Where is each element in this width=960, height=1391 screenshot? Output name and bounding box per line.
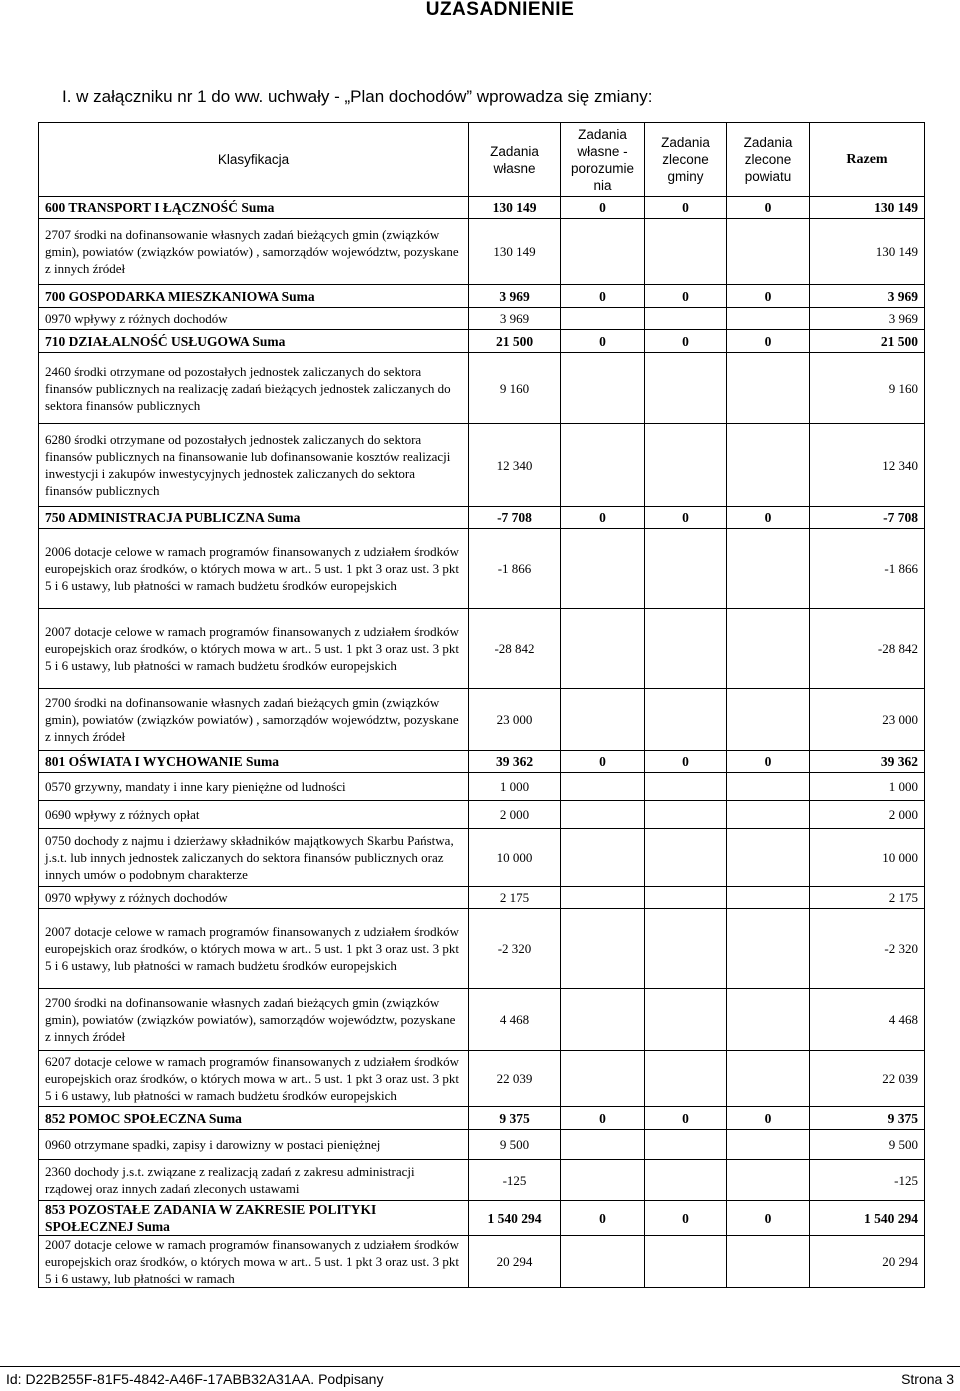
cell-razem: 10 000	[810, 829, 925, 887]
row-description: 750 ADMINISTRACJA PUBLICZNA Suma	[39, 507, 469, 529]
cell-zadania-wlasne: 1 540 294	[469, 1201, 561, 1236]
cell-zlecone-gminy	[645, 1051, 727, 1107]
section-sum-row	[39, 507, 925, 529]
cell-zlecone-gminy	[645, 308, 727, 330]
cell-porozumienia	[561, 424, 645, 507]
cell-zlecone-gminy	[645, 1160, 727, 1201]
section-sum-row	[39, 285, 925, 308]
row-description: 2007 dotacje celowe w ramach programów finansowanych z udziałem środków europejskich oraz środków, o których mowa w art.. 5 ust. 1 pkt 3 oraz ust. 3 pkt 5 i 6 ustawy, lub płatności w ramach	[39, 1236, 469, 1288]
table-row	[39, 1160, 925, 1201]
cell-zadania-wlasne: 1 000	[469, 773, 561, 801]
cell-zlecone-powiatu	[727, 1160, 810, 1201]
cell-porozumienia	[561, 801, 645, 829]
cell-porozumienia: 0	[561, 1107, 645, 1130]
header-wlasne: Zadania własne	[469, 123, 561, 197]
row-description: 710 DZIAŁALNOŚĆ USŁUGOWA Suma	[39, 330, 469, 353]
cell-zadania-wlasne: 20 294	[469, 1236, 561, 1288]
header-zlecone-gminy: Zadania zlecone gminy	[645, 123, 727, 197]
cell-razem: 12 340	[810, 424, 925, 507]
cell-porozumienia	[561, 529, 645, 609]
cell-zadania-wlasne: 2 175	[469, 887, 561, 909]
cell-zlecone-powiatu: 0	[727, 330, 810, 353]
section-sum-row	[39, 1107, 925, 1130]
cell-razem: -125	[810, 1160, 925, 1201]
cell-razem: 1 540 294	[810, 1201, 925, 1236]
cell-zlecone-gminy: 0	[645, 1201, 727, 1236]
cell-zadania-wlasne: 130 149	[469, 219, 561, 285]
cell-zlecone-powiatu	[727, 909, 810, 989]
cell-zlecone-powiatu	[727, 219, 810, 285]
cell-porozumienia: 0	[561, 751, 645, 773]
cell-razem: 3 969	[810, 308, 925, 330]
cell-zlecone-powiatu	[727, 1051, 810, 1107]
cell-zlecone-powiatu	[727, 308, 810, 330]
cell-porozumienia: 0	[561, 507, 645, 529]
cell-zadania-wlasne: 21 500	[469, 330, 561, 353]
cell-zlecone-powiatu: 0	[727, 1107, 810, 1130]
cell-zlecone-gminy	[645, 829, 727, 887]
table-row	[39, 829, 925, 887]
cell-zlecone-gminy	[645, 689, 727, 751]
cell-zadania-wlasne: 130 149	[469, 197, 561, 219]
row-description: 2007 dotacje celowe w ramach programów finansowanych z udziałem środków europejskich oraz środków, o których mowa w art.. 5 ust. 1 pkt 3 oraz ust. 3 pkt 5 i 6 ustawy, lub płatności w ramach budżetu środków europejskich	[39, 609, 469, 689]
cell-zadania-wlasne: 22 039	[469, 1051, 561, 1107]
cell-zlecone-powiatu	[727, 829, 810, 887]
table-body	[39, 197, 925, 1288]
cell-zadania-wlasne: 39 362	[469, 751, 561, 773]
cell-razem: 2 175	[810, 887, 925, 909]
table-row	[39, 529, 925, 609]
row-description: 2360 dochody j.s.t. związane z realizacją zadań z zakresu administracji rządowej oraz innych zadań zleconych ustawami	[39, 1160, 469, 1201]
row-description: 2707 środki na dofinansowanie własnych zadań bieżących gmin (związków gmin), powiatów (związków powiatów) , samorządów województw, pozyskane z innych źródeł	[39, 219, 469, 285]
cell-porozumienia	[561, 1236, 645, 1288]
table-row	[39, 689, 925, 751]
cell-razem: 1 000	[810, 773, 925, 801]
table-row	[39, 308, 925, 330]
cell-zlecone-powiatu	[727, 1130, 810, 1160]
header-zlecone-powiatu: Zadania zlecone powiatu	[727, 123, 810, 197]
row-description: 0570 grzywny, mandaty i inne kary pieniężne od ludności	[39, 773, 469, 801]
table-row	[39, 989, 925, 1051]
page-footer	[0, 1366, 960, 1391]
document-title: UZASADNIENIE	[425, 0, 575, 20]
cell-razem: -2 320	[810, 909, 925, 989]
row-description: 2007 dotacje celowe w ramach programów finansowanych z udziałem środków europejskich oraz środków, o których mowa w art.. 5 ust. 1 pkt 3 oraz ust. 3 pkt 5 i 6 ustawy, lub płatności w ramach budżetu środków europejskich	[39, 909, 469, 989]
cell-razem: 2 000	[810, 801, 925, 829]
cell-porozumienia	[561, 989, 645, 1051]
row-description: 0750 dochody z najmu i dzierżawy składników majątkowych Skarbu Państwa, j.s.t. lub innych jednostek zaliczanych do sektora finansów publicznych oraz innych umów o podobnym charakterze	[39, 829, 469, 887]
cell-porozumienia: 0	[561, 285, 645, 308]
cell-zlecone-gminy: 0	[645, 507, 727, 529]
table-row	[39, 353, 925, 424]
cell-zlecone-powiatu	[727, 609, 810, 689]
cell-porozumienia: 0	[561, 197, 645, 219]
cell-zlecone-gminy: 0	[645, 751, 727, 773]
section-sum-row	[39, 197, 925, 219]
row-description: 853 POZOSTAŁE ZADANIA W ZAKRESIE POLITYKI SPOŁECZNEJ Suma	[39, 1201, 469, 1236]
table-row	[39, 801, 925, 829]
cell-zadania-wlasne: 9 160	[469, 353, 561, 424]
section-sum-row	[39, 1201, 925, 1236]
cell-zlecone-gminy	[645, 887, 727, 909]
cell-zlecone-gminy: 0	[645, 1107, 727, 1130]
row-description: 2460 środki otrzymane od pozostałych jednostek zaliczanych do sektora finansów publicznych na realizację zadań bieżących jednostek zaliczanych do sektora finansów publicznych	[39, 353, 469, 424]
cell-porozumienia	[561, 308, 645, 330]
cell-zlecone-powiatu	[727, 801, 810, 829]
cell-porozumienia	[561, 887, 645, 909]
cell-razem: 9 375	[810, 1107, 925, 1130]
table-row	[39, 1130, 925, 1160]
cell-zlecone-gminy	[645, 424, 727, 507]
cell-zlecone-powiatu	[727, 989, 810, 1051]
cell-porozumienia	[561, 353, 645, 424]
cell-porozumienia	[561, 909, 645, 989]
cell-zadania-wlasne: -7 708	[469, 507, 561, 529]
row-description: 2700 środki na dofinansowanie własnych zadań bieżących gmin (związków gmin), powiatów (związków powiatów) , samorządów województw, pozyskane z innych źródeł	[39, 689, 469, 751]
document-id: Id: D22B255F-81F5-4842-A46F-17ABB32A31AA. Podpisany	[6, 1371, 384, 1387]
cell-razem: 3 969	[810, 285, 925, 308]
cell-zlecone-gminy: 0	[645, 330, 727, 353]
cell-razem: 9 160	[810, 353, 925, 424]
row-description: 2006 dotacje celowe w ramach programów finansowanych z udziałem środków europejskich oraz środków, o których mowa w art.. 5 ust. 1 pkt 3 oraz ust. 3 pkt 5 i 6 ustawy, lub płatności w ramach budżetu środków europejskich	[39, 529, 469, 609]
cell-zlecone-gminy: 0	[645, 197, 727, 219]
cell-razem: -28 842	[810, 609, 925, 689]
cell-zadania-wlasne: 9 375	[469, 1107, 561, 1130]
intro-text: I. w załączniku nr 1 do ww. uchwały - „Plan dochodów” wprowadza się zmiany:	[62, 87, 653, 106]
cell-razem: 9 500	[810, 1130, 925, 1160]
table-row	[39, 909, 925, 989]
cell-razem: -1 866	[810, 529, 925, 609]
cell-razem: 21 500	[810, 330, 925, 353]
cell-zadania-wlasne: -125	[469, 1160, 561, 1201]
cell-zlecone-powiatu	[727, 773, 810, 801]
cell-razem: 4 468	[810, 989, 925, 1051]
cell-porozumienia	[561, 1051, 645, 1107]
cell-zlecone-gminy	[645, 1130, 727, 1160]
cell-zlecone-powiatu	[727, 424, 810, 507]
cell-zadania-wlasne: 23 000	[469, 689, 561, 751]
cell-zlecone-gminy	[645, 1236, 727, 1288]
page-number: Strona 3	[901, 1371, 954, 1387]
table-row	[39, 424, 925, 507]
row-description: 0970 wpływy z różnych dochodów	[39, 887, 469, 909]
row-description: 852 POMOC SPOŁECZNA Suma	[39, 1107, 469, 1130]
cell-zadania-wlasne: -2 320	[469, 909, 561, 989]
table-row	[39, 1236, 925, 1288]
cell-porozumienia	[561, 1160, 645, 1201]
cell-zadania-wlasne: 4 468	[469, 989, 561, 1051]
cell-porozumienia	[561, 219, 645, 285]
cell-razem: 130 149	[810, 219, 925, 285]
cell-porozumienia: 0	[561, 330, 645, 353]
cell-zlecone-gminy: 0	[645, 285, 727, 308]
cell-zlecone-powiatu: 0	[727, 1201, 810, 1236]
section-sum-row	[39, 751, 925, 773]
cell-zlecone-powiatu: 0	[727, 285, 810, 308]
income-plan-table	[38, 122, 925, 1288]
cell-zlecone-powiatu: 0	[727, 507, 810, 529]
cell-zadania-wlasne: 12 340	[469, 424, 561, 507]
row-description: 0970 wpływy z różnych dochodów	[39, 308, 469, 330]
cell-zadania-wlasne: 3 969	[469, 285, 561, 308]
cell-razem: 39 362	[810, 751, 925, 773]
table-row	[39, 887, 925, 909]
cell-zlecone-powiatu	[727, 353, 810, 424]
cell-zadania-wlasne: 9 500	[469, 1130, 561, 1160]
cell-porozumienia	[561, 609, 645, 689]
table-row	[39, 773, 925, 801]
row-description: 801 OŚWIATA I WYCHOWANIE Suma	[39, 751, 469, 773]
cell-zlecone-gminy	[645, 219, 727, 285]
cell-razem: 22 039	[810, 1051, 925, 1107]
cell-zlecone-powiatu	[727, 887, 810, 909]
cell-zadania-wlasne: 10 000	[469, 829, 561, 887]
cell-zlecone-gminy	[645, 353, 727, 424]
table-row	[39, 1051, 925, 1107]
row-description: 6280 środki otrzymane od pozostałych jednostek zaliczanych do sektora finansów publicznych na finansowanie lub dofinansowanie kosztów realizacji inwestycji i zakupów inwestycyjnych jednostek zaliczanych do sektora finansów publicznych	[39, 424, 469, 507]
cell-zlecone-powiatu	[727, 529, 810, 609]
header-klasyfikacja: Klasyfikacja	[39, 123, 469, 197]
row-description: 0690 wpływy z różnych opłat	[39, 801, 469, 829]
cell-zadania-wlasne: -28 842	[469, 609, 561, 689]
row-description: 6207 dotacje celowe w ramach programów finansowanych z udziałem środków europejskich oraz środków, o których mowa w art.. 5 ust. 1 pkt 3 oraz ust. 3 pkt 5 i 6 ustawy, lub płatności w ramach budżetu środków europejskich	[39, 1051, 469, 1107]
section-sum-row	[39, 330, 925, 353]
cell-razem: 20 294	[810, 1236, 925, 1288]
cell-razem: 130 149	[810, 197, 925, 219]
cell-zlecone-gminy	[645, 609, 727, 689]
table-row	[39, 609, 925, 689]
cell-zadania-wlasne: 2 000	[469, 801, 561, 829]
cell-zadania-wlasne: -1 866	[469, 529, 561, 609]
cell-porozumienia	[561, 773, 645, 801]
cell-porozumienia	[561, 689, 645, 751]
header-porozumienia: Zadania własne - porozumie nia	[561, 123, 645, 197]
table-row	[39, 219, 925, 285]
cell-zlecone-gminy	[645, 529, 727, 609]
cell-zadania-wlasne: 3 969	[469, 308, 561, 330]
header-razem: Razem	[810, 123, 925, 197]
cell-razem: 23 000	[810, 689, 925, 751]
cell-zlecone-gminy	[645, 909, 727, 989]
cell-razem: -7 708	[810, 507, 925, 529]
cell-porozumienia: 0	[561, 1201, 645, 1236]
row-description: 0960 otrzymane spadki, zapisy i darowizny w postaci pieniężnej	[39, 1130, 469, 1160]
cell-zlecone-powiatu	[727, 1236, 810, 1288]
row-description: 2700 środki na dofinansowanie własnych zadań bieżących gmin (związków gmin), powiatów (związków powiatów), samorządów województw, pozyskane z innych źródeł	[39, 989, 469, 1051]
cell-porozumienia	[561, 829, 645, 887]
cell-zlecone-powiatu: 0	[727, 751, 810, 773]
cell-porozumienia	[561, 1130, 645, 1160]
cell-zlecone-gminy	[645, 989, 727, 1051]
table-header-row	[39, 123, 925, 197]
row-description: 700 GOSPODARKA MIESZKANIOWA Suma	[39, 285, 469, 308]
cell-zlecone-powiatu: 0	[727, 197, 810, 219]
cell-zlecone-gminy	[645, 773, 727, 801]
cell-zlecone-powiatu	[727, 689, 810, 751]
row-description: 600 TRANSPORT I ŁĄCZNOŚĆ Suma	[39, 197, 469, 219]
cell-zlecone-gminy	[645, 801, 727, 829]
